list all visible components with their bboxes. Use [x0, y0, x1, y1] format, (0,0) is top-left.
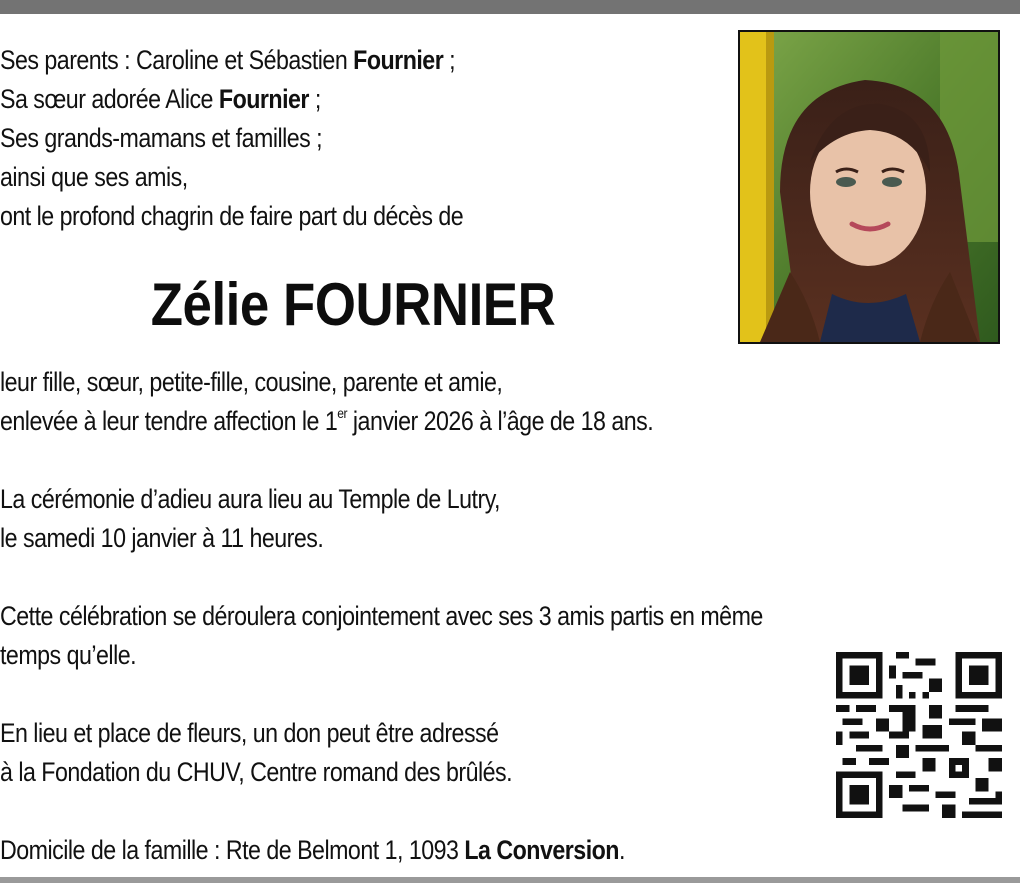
portrait-photo	[738, 30, 1000, 344]
bottom-rule	[0, 877, 1020, 883]
intro-line-friends: ainsi que ses amis,	[0, 162, 188, 192]
domicile-line: Domicile de la famille : Rte de Belmont 1, 1093 La Conversion.	[0, 835, 625, 865]
ceremony-line-place: La cérémonie d’adieu aura lieu au Temple de Lutry,	[0, 484, 500, 514]
death-line: enlevée à leur tendre affection le 1er janvier 2026 à l’âge de 18 ans.	[0, 405, 654, 436]
relation-line: leur fille, sœur, petite-fille, cousine, parente et amie,	[0, 367, 503, 397]
celebration-line-1: Cette célébration se déroulera conjointement avec ses 3 amis partis en même	[0, 601, 763, 631]
donation-line-2: à la Fondation du CHUV, Centre romand des brûlés.	[0, 757, 513, 787]
donation-line-1: En lieu et place de fleurs, un don peut être adressé	[0, 718, 499, 748]
intro-line-announce: ont le profond chagrin de faire part du décès de	[0, 201, 464, 231]
intro-line-grandmothers: Ses grands-mamans et familles ;	[0, 123, 323, 153]
intro-line-parents: Ses parents : Caroline et Sébastien Fournier ;	[0, 45, 456, 75]
deceased-name: Zélie FOURNIER	[150, 271, 556, 338]
portrait-image	[740, 32, 998, 342]
celebration-line-2: temps qu’elle.	[0, 640, 137, 670]
ceremony-line-date: le samedi 10 janvier à 11 heures.	[0, 523, 324, 553]
top-rule	[0, 0, 1020, 14]
intro-line-sister: Sa sœur adorée Alice Fournier ;	[0, 84, 321, 114]
qr-code[interactable]	[836, 652, 1002, 818]
details-block	[0, 363, 877, 870]
